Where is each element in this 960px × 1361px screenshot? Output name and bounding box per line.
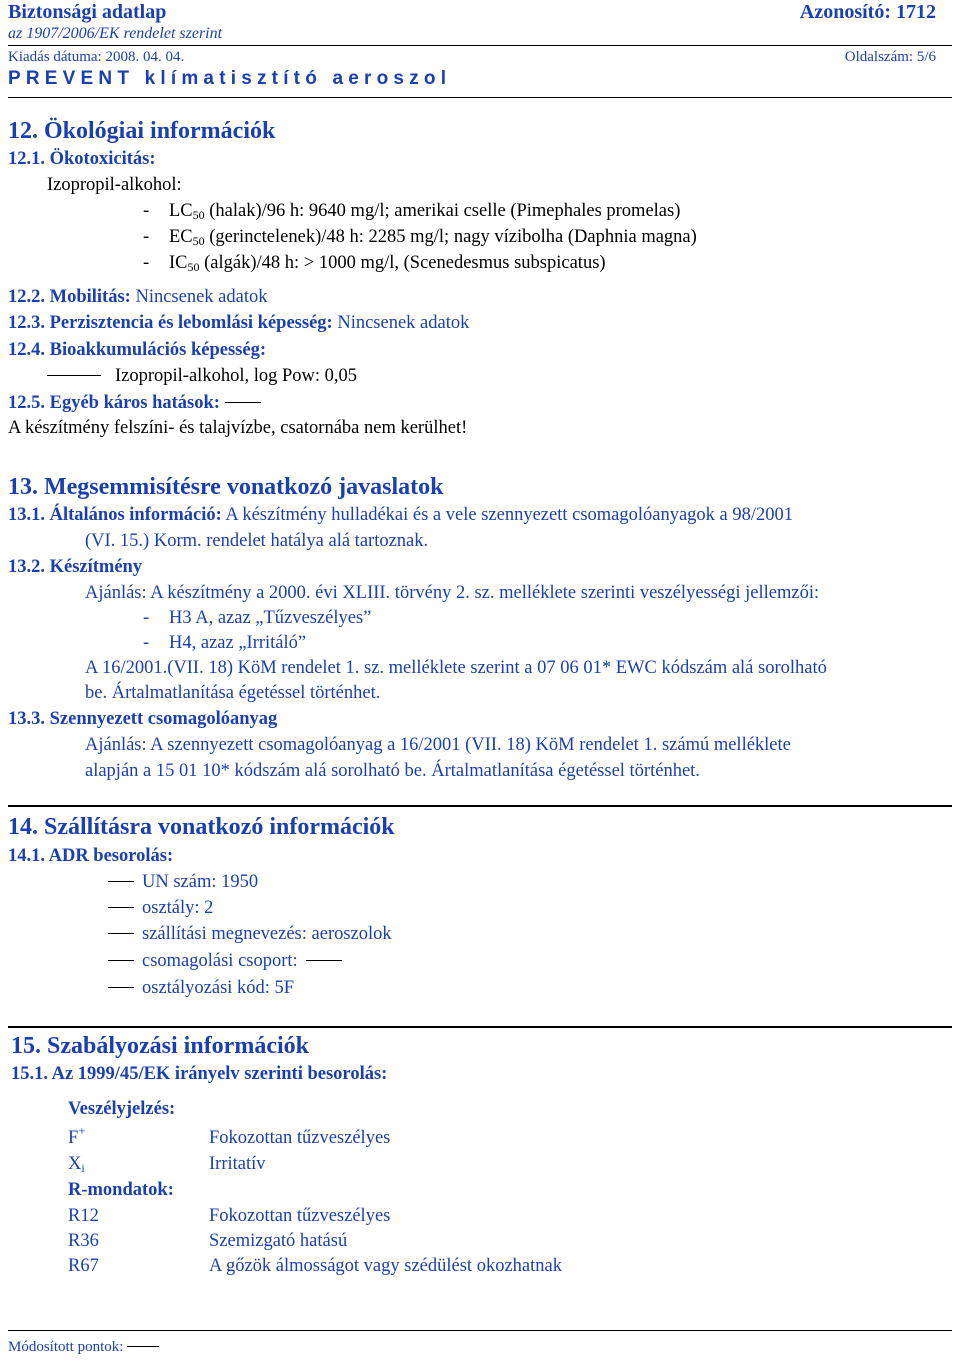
section-14-divider: [8, 805, 952, 807]
hazard-code: $X_i$: [68, 1154, 85, 1175]
regulation-line: az 1907/2006/EK rendelet szerint: [8, 25, 223, 42]
persistence-line: 12.3. Perzisztencia és lebomlási képesség: Nincsenek adatok: [8, 313, 470, 333]
general-info-cont: (VI. 15.) Korm. rendelet hatálya alá tartoznak.: [85, 531, 429, 551]
directive-label: 15.1. Az 1999/45/EK irányelv szerinti besorolás:: [11, 1064, 388, 1084]
adr-item: osztályozási kód: 5F: [108, 978, 294, 999]
hazard-symbol-label: Veszélyjelzés:: [68, 1099, 176, 1119]
packaging-text-cont: alapján a 15 01 10* kódszám alá sorolható be. Ártalmatlanítása égetéssel történhet.: [85, 761, 700, 781]
hazard-desc: Irritatív: [209, 1154, 266, 1174]
issue-date: Kiadás dátuma: 2008. 04. 04.: [8, 49, 185, 65]
product-name: PREVENT klímatisztító aeroszol: [8, 68, 452, 89]
section-15-divider: [8, 1026, 952, 1028]
adr-item: UN szám: 1950: [108, 872, 258, 893]
mobility-line: 12.2. Mobilitás: Nincsenek adatok: [8, 287, 268, 307]
other-effects-text: A készítmény felszíni- és talajvízbe, csatornába nem kerülhet!: [8, 418, 468, 438]
ecotox-item: - $IC_{50}$ (algák)/48 h: > 1000 mg/l, (Scenedesmus subspicatus): [143, 253, 606, 274]
bioaccumulation-value: Izopropil-alkohol, log Pow: 0,05: [47, 366, 357, 387]
ecotox-item: - $EC_{50}$ (gerinctelenek)/48 h: 2285 mg/l; nagy vízibolha (Daphnia magna): [143, 227, 697, 248]
r-code: R36: [68, 1231, 99, 1251]
other-effects-label: 12.5. Egyéb káros hatások:: [8, 393, 261, 414]
footer-divider: [8, 1330, 952, 1331]
hazard-desc: Fokozottan tűzveszélyes: [209, 1128, 391, 1148]
section-14-title: 14. Szállításra vonatkozó információk: [8, 814, 395, 840]
document-id: Azonosító: 1712: [799, 1, 936, 23]
product-divider: [8, 97, 952, 98]
ewc-text-cont: be. Ártalmatlanítása égetéssel történhet.: [85, 683, 381, 703]
ewc-text: A 16/2001.(VII. 18) KöM rendelet 1. sz. melléklete szerint a 07 06 01* EWC kódszám alá sorolható: [85, 658, 827, 678]
packaging-text: Ajánlás: A szennyezett csomagolóanyag a 16/2001 (VII. 18) KöM rendelet 1. számú melléklete: [85, 735, 791, 755]
r-desc: Szemizgató hatású: [209, 1231, 348, 1251]
header-divider: [8, 45, 952, 46]
hazard-item: - H4, azaz „Irritáló”: [143, 633, 307, 653]
ecotoxicity-label: 12.1. Ökotoxicitás:: [8, 149, 156, 169]
hazard-code: F+: [68, 1123, 86, 1148]
bioaccumulation-label: 12.4. Bioakkumulációs képesség:: [8, 340, 267, 360]
product-label: 13.2. Készítmény: [8, 557, 143, 577]
r-code: R67: [68, 1256, 99, 1276]
r-desc: A gőzök álmosságot vagy szédülést okozhatnak: [209, 1256, 562, 1276]
section-13-title: 13. Megsemmisítésre vonatkozó javaslatok: [8, 474, 444, 500]
ecotox-item: - $LC_{50}$ (halak)/96 h: 9640 mg/l; amerikai cselle (Pimephales promelas): [143, 201, 681, 222]
packaging-label: 13.3. Szennyezett csomagolóanyag: [8, 709, 278, 729]
r-code: R12: [68, 1206, 99, 1226]
section-15-title: 15. Szabályozási információk: [11, 1033, 309, 1059]
hazard-item: - H3 A, azaz „Tűzveszélyes”: [143, 608, 372, 628]
adr-item: osztály: 2: [108, 898, 213, 919]
document-title: Biztonsági adatlap: [8, 1, 167, 23]
product-text: Ajánlás: A készítmény a 2000. évi XLIII. törvény 2. sz. melléklete szerinti veszélyességi jellemzői:: [85, 583, 820, 603]
adr-item: szállítási megnevezés: aeroszolok: [108, 924, 392, 945]
page-number: Oldalszám: 5/6: [844, 49, 936, 65]
adr-label: 14.1. ADR besorolás:: [8, 846, 174, 866]
general-info-line: 13.1. Általános információ: A készítmény hulladékai és a vele szennyezett csomagolóanyagok a 98/2001: [8, 505, 794, 525]
section-12-title: 12. Ökológiai információk: [8, 118, 276, 144]
r-phrases-label: R-mondatok:: [68, 1180, 174, 1200]
adr-item: csomagolási csoport:: [108, 951, 342, 972]
r-desc: Fokozottan tűzveszélyes: [209, 1206, 391, 1226]
modified-points: Módosított pontok:: [8, 1339, 159, 1356]
substance-name: Izopropil-alkohol:: [47, 175, 182, 195]
